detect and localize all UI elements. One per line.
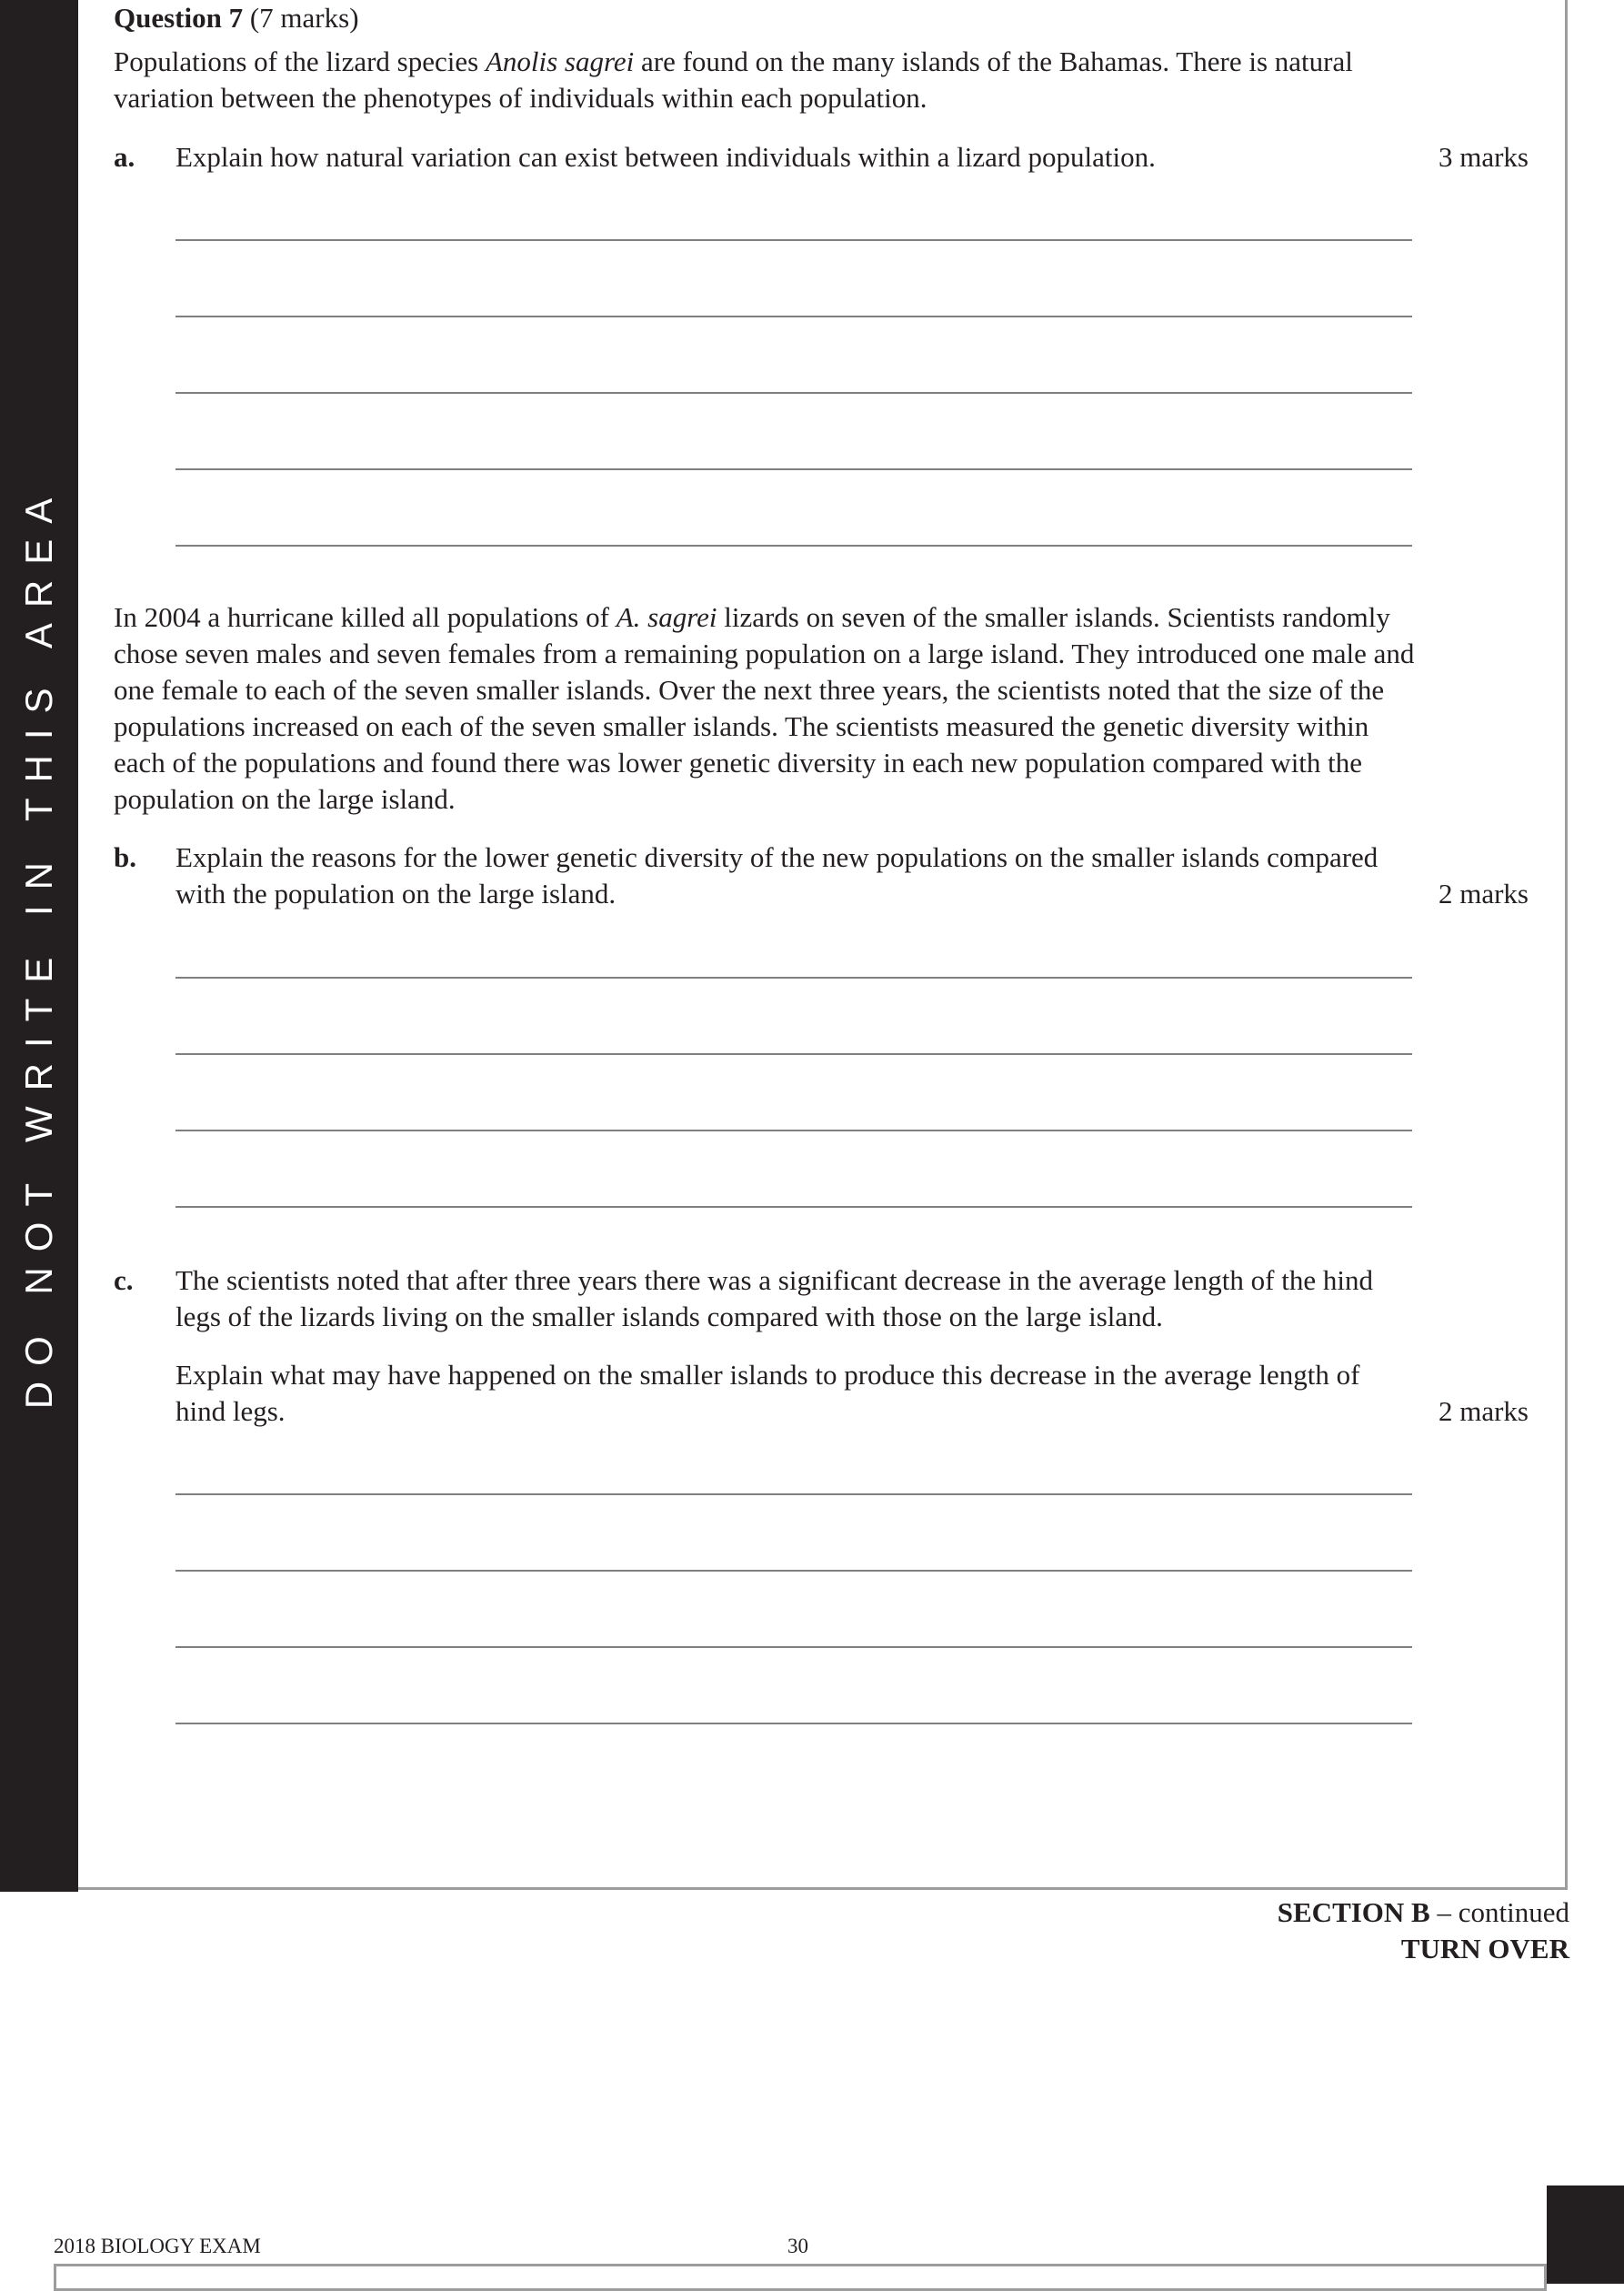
bottom-frame <box>54 2264 1547 2291</box>
answer-line[interactable] <box>175 1493 1412 1495</box>
page-number: 30 <box>787 2235 808 2257</box>
context-text-start: In 2004 a hurricane killed all populations of <box>114 601 617 633</box>
answer-line[interactable] <box>175 1206 1412 1208</box>
question-heading <box>114 0 359 36</box>
answer-line[interactable] <box>175 239 1412 241</box>
intro-text-end: are found on the many islands of the Bahamas. There is natural variation between the phenotypes of individuals within each population. <box>114 45 1353 114</box>
answer-line[interactable] <box>175 977 1412 979</box>
answer-line[interactable] <box>175 1130 1412 1131</box>
question-intro <box>114 44 1423 116</box>
question-label: Question 7 <box>114 2 244 34</box>
species-abbrev: A. sagrei <box>616 601 717 633</box>
turn-over-label: TURN OVER <box>1400 1933 1569 1964</box>
section-label: SECTION B <box>1277 1896 1430 1928</box>
part-c-letter: c. <box>114 1264 134 1296</box>
part-b-text: Explain the reasons for the lower genetic diversity of the new populations on the smaller islands compared with the population on the large island. <box>175 841 1378 909</box>
corner-marker <box>1547 2185 1624 2284</box>
answer-area-frame <box>78 0 1568 1890</box>
part-b-letter: b. <box>114 841 136 873</box>
do-not-write-label: DO NOT WRITE IN THIS AREA <box>17 482 60 1410</box>
exam-title: 2018 BIOLOGY EXAM <box>54 2235 261 2257</box>
species-name: Anolis sagrei <box>485 45 635 77</box>
answer-line[interactable] <box>175 468 1412 470</box>
part-a-letter: a. <box>114 141 135 173</box>
answer-line[interactable] <box>175 1570 1412 1572</box>
answer-line[interactable] <box>175 1723 1412 1724</box>
context-paragraph <box>114 599 1423 818</box>
part-a-marks: 3 marks <box>1438 141 1529 173</box>
part-b-marks: 2 marks <box>1438 878 1529 909</box>
answer-line[interactable] <box>175 545 1412 547</box>
part-c-marks: 2 marks <box>1438 1395 1529 1427</box>
part-a-text: Explain how natural variation can exist between individuals within a lizard population. <box>175 141 1156 173</box>
answer-line[interactable] <box>175 1646 1412 1648</box>
answer-line[interactable] <box>175 316 1412 317</box>
turn-over <box>1401 1931 1569 1967</box>
part-c-text-1: The scientists noted that after three years there was a significant decrease in the average length of the hind legs of the lizards living on the smaller islands compared with those on the large island. <box>175 1264 1373 1332</box>
answer-line[interactable] <box>175 1053 1412 1055</box>
continued-label: – continued <box>1429 1896 1569 1928</box>
intro-text-start: Populations of the lizard species <box>114 45 486 77</box>
context-text-end: lizards on seven of the smaller islands. Scientists randomly chose seven males and seven females from a remaining population on a large island. They introduced one male and one female to each of the seven smaller islands. Over the next three years, the scientists noted that the size of the populations increased on each of the seven smaller islands. The scientists measured the genetic diversity within each of the populations and found there was lower genetic diversity in each new population compared with the population on the large island. <box>114 601 1415 815</box>
answer-line[interactable] <box>175 392 1412 394</box>
question-marks: (7 marks) <box>249 2 359 34</box>
margin-strip <box>0 0 78 1892</box>
part-c-text-2: Explain what may have happened on the smaller islands to produce this decrease in the average length of hind legs. <box>175 1359 1360 1427</box>
section-continued <box>1278 1894 1569 1931</box>
